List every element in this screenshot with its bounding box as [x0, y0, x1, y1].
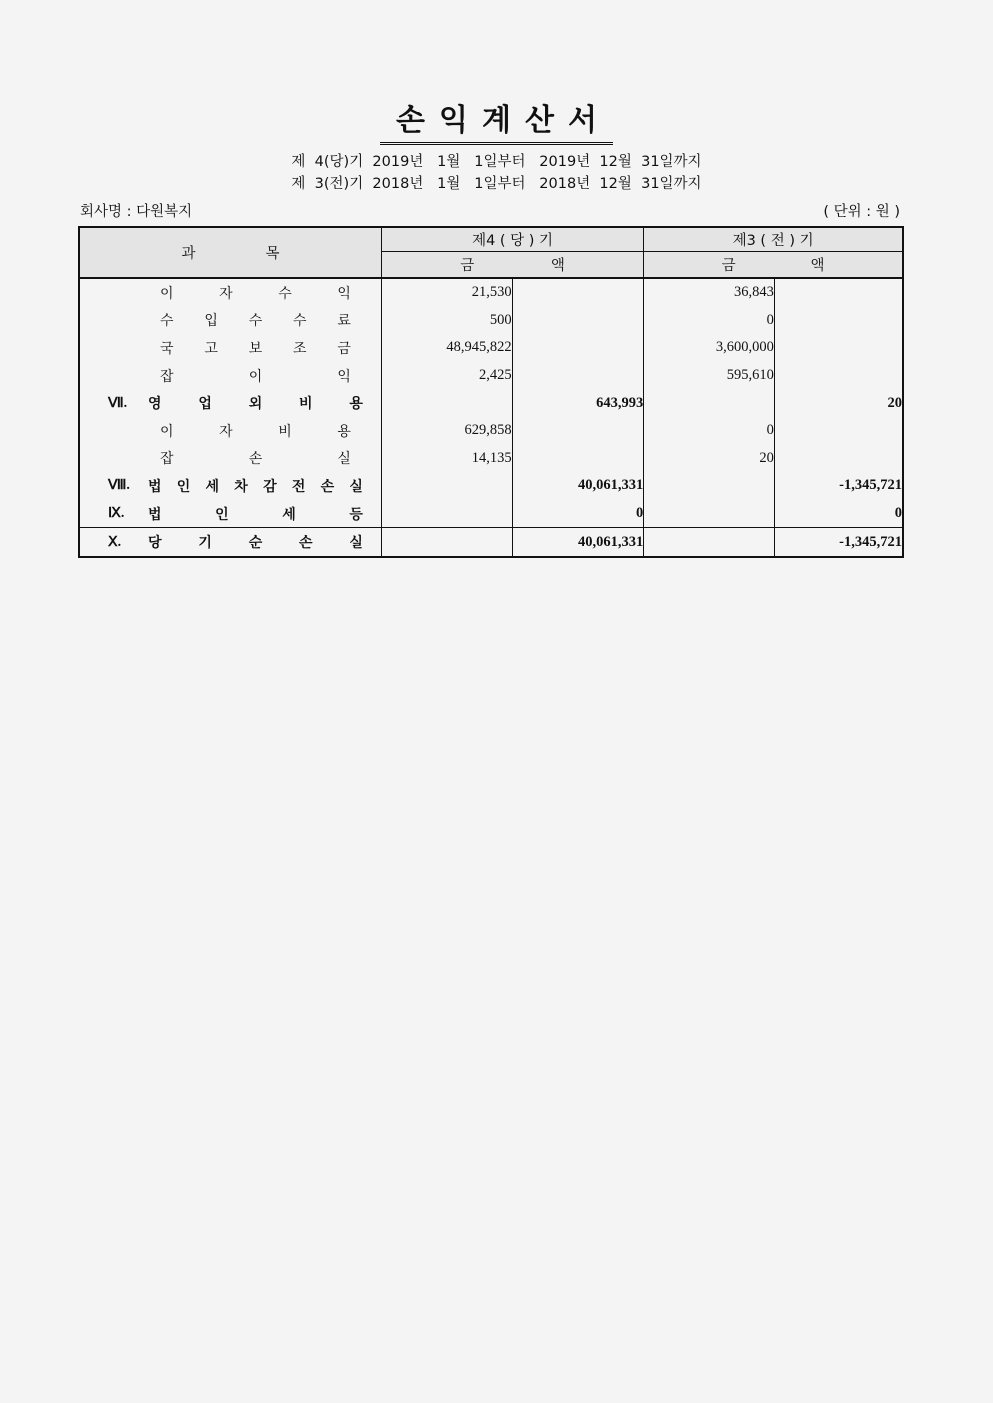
account-name: 잡 손 실 — [160, 451, 351, 468]
previous-total-amount — [774, 362, 903, 390]
account-name — [80, 393, 381, 413]
income-statement-table — [78, 226, 904, 558]
account-name-cell — [79, 334, 381, 362]
table-row — [79, 278, 903, 307]
current-total-amount: 643,993 — [512, 389, 644, 417]
account-name-cell — [79, 362, 381, 390]
roman-numeral: Ⅷ. — [108, 478, 130, 494]
current-detail-amount: 14,135 — [381, 445, 512, 473]
current-amount-header — [381, 252, 643, 279]
current-detail-amount: 629,858 — [381, 417, 512, 445]
previous-period-header: 제3 ( 전 ) 기 — [644, 227, 903, 252]
account-name — [80, 504, 381, 524]
account-label: 법 인 세 등 — [148, 506, 363, 523]
previous-total-amount: 0 — [774, 500, 903, 528]
account-name: 국 고 보 조 금 — [160, 340, 351, 357]
previous-detail-amount: 36,843 — [644, 278, 775, 307]
roman-numeral: Ⅸ. — [108, 506, 125, 522]
account-name — [80, 476, 381, 496]
previous-total-amount — [774, 445, 903, 473]
amount-label-left: 금 — [721, 258, 736, 274]
period-current: 제 4(당)기 2019년 1월 1일부터 2019년 12월 31일까지 — [291, 154, 702, 170]
current-detail-amount: 48,945,822 — [381, 334, 512, 362]
current-detail-amount — [381, 389, 512, 417]
current-detail-amount: 500 — [381, 307, 512, 335]
account-name-cell — [79, 472, 381, 500]
previous-detail-amount — [644, 472, 775, 500]
table-row — [79, 417, 903, 445]
account-name-cell — [79, 417, 381, 445]
current-total-amount — [512, 334, 644, 362]
account-name-cell — [79, 528, 381, 557]
previous-total-amount: -1,345,721 — [774, 472, 903, 500]
amount-label-right: 액 — [550, 258, 565, 274]
account-name: 수 입 수 수 료 — [160, 313, 351, 330]
previous-detail-amount: 595,610 — [644, 362, 775, 390]
account-name-cell — [79, 278, 381, 307]
table-row — [79, 500, 903, 528]
current-total-amount: 0 — [512, 500, 644, 528]
current-total-amount — [512, 362, 644, 390]
current-detail-amount — [381, 528, 512, 557]
title-wrap — [0, 95, 993, 145]
account-name — [80, 532, 381, 552]
current-total-amount — [512, 445, 644, 473]
table-row — [79, 362, 903, 390]
current-detail-amount — [381, 500, 512, 528]
document-title: 손익계산서 — [380, 95, 613, 145]
account-name: 이 자 수 익 — [160, 285, 351, 302]
previous-total-amount — [774, 307, 903, 335]
account-name-cell — [79, 445, 381, 473]
roman-numeral: Ⅹ. — [108, 534, 122, 550]
previous-total-amount: -1,345,721 — [774, 528, 903, 557]
previous-detail-amount: 0 — [644, 307, 775, 335]
account-name: 잡 이 익 — [160, 368, 351, 385]
statement-body — [79, 278, 903, 557]
company-name: 회사명 : 다원복지 — [80, 204, 193, 220]
roman-numeral: Ⅶ. — [108, 395, 128, 411]
previous-total-amount — [774, 417, 903, 445]
previous-detail-amount — [644, 500, 775, 528]
current-period-header: 제4 ( 당 ) 기 — [381, 227, 643, 252]
current-total-amount: 40,061,331 — [512, 528, 644, 557]
previous-amount-header — [644, 252, 903, 279]
current-total-amount — [512, 417, 644, 445]
current-total-amount — [512, 307, 644, 335]
current-detail-amount: 21,530 — [381, 278, 512, 307]
current-total-amount: 40,061,331 — [512, 472, 644, 500]
subject-header — [79, 227, 381, 278]
previous-total-amount — [774, 334, 903, 362]
account-label: 당 기 순 손 실 — [148, 535, 363, 552]
table-row — [79, 445, 903, 473]
previous-total-amount: 20 — [774, 389, 903, 417]
table-row — [79, 389, 903, 417]
table-row — [79, 528, 903, 557]
subject-header-label: 과목 — [181, 246, 350, 262]
account-name-cell — [79, 389, 381, 417]
period-previous: 제 3(전)기 2018년 1월 1일부터 2018년 12월 31일까지 — [291, 176, 702, 192]
account-name-cell — [79, 500, 381, 528]
account-label: 법 인 세 차 감 전 손 실 — [148, 478, 363, 495]
table-row — [79, 472, 903, 500]
previous-detail-amount: 20 — [644, 445, 775, 473]
table-row — [79, 334, 903, 362]
account-name-cell — [79, 307, 381, 335]
account-name: 이 자 비 용 — [160, 423, 351, 440]
unit-label: ( 단위 : 원 ) — [823, 204, 900, 220]
previous-detail-amount: 3,600,000 — [644, 334, 775, 362]
current-total-amount — [512, 278, 644, 307]
current-detail-amount — [381, 472, 512, 500]
account-label: 영 업 외 비 용 — [148, 396, 363, 413]
table-row — [79, 307, 903, 335]
amount-label-left: 금 — [460, 258, 475, 274]
previous-detail-amount — [644, 389, 775, 417]
previous-total-amount — [774, 278, 903, 307]
amount-label-right: 액 — [810, 258, 825, 274]
previous-detail-amount: 0 — [644, 417, 775, 445]
previous-detail-amount — [644, 528, 775, 557]
current-detail-amount: 2,425 — [381, 362, 512, 390]
